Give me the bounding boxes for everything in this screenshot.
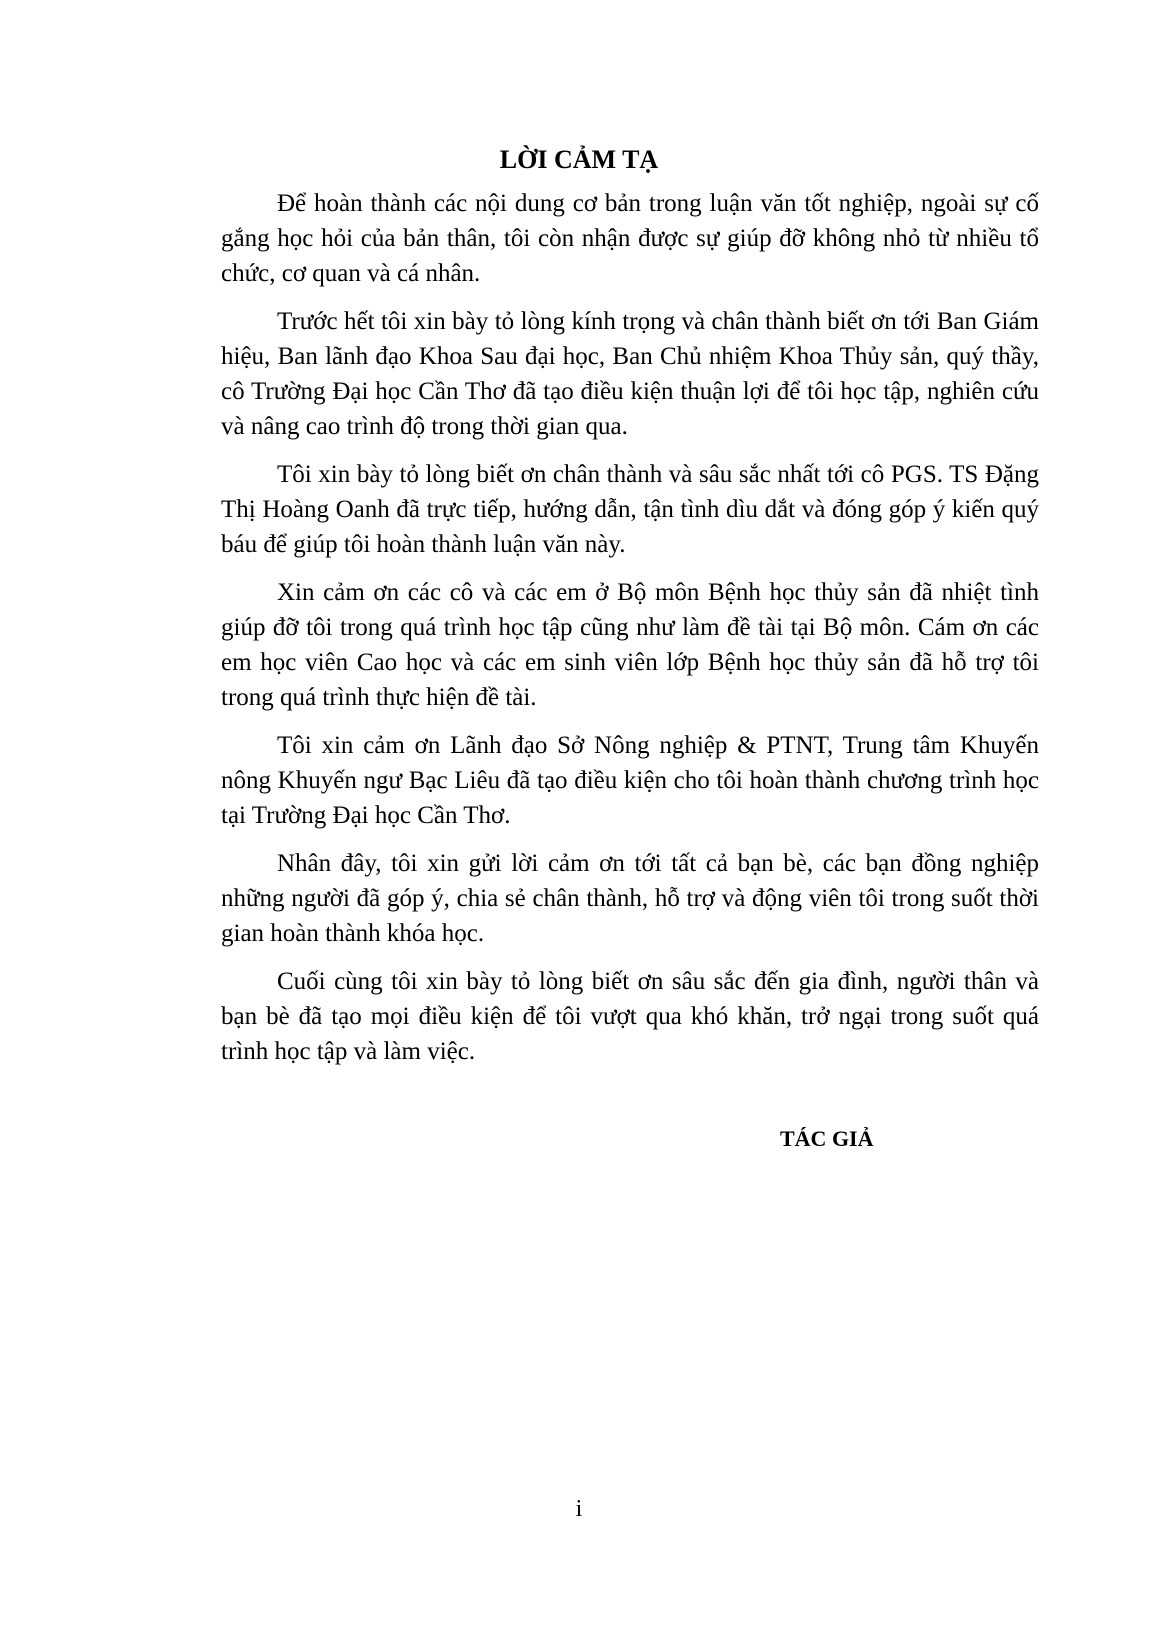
acknowledgement-body: [221, 186, 1039, 1082]
paragraph: Cuối cùng tôi xin bày tỏ lòng biết ơn sâu sắc đến gia đình, người thân và bạn bè đã tạo mọi điều kiện để tôi vượt qua khó khăn, trở ngại trong suốt quá trình học tập và làm việc.: [221, 968, 1039, 1065]
paragraph: Tôi xin bày tỏ lòng biết ơn chân thành và sâu sắc nhất tới cô PGS. TS Đặng Thị Hoàng Oanh đã trực tiếp, hướng dẫn, tận tình dìu dắt và đóng góp ý kiến quý báu để giúp tôi hoàn thành luận văn này.: [221, 461, 1039, 558]
paragraph: Tôi xin cảm ơn Lãnh đạo Sở Nông nghiệp & PTNT, Trung tâm Khuyến nông Khuyến ngư Bạc Liêu đã tạo điều kiện cho tôi hoàn thành chương trình học tại Trường Đại học Cần Thơ.: [221, 732, 1039, 829]
paragraph: Xin cảm ơn các cô và các em ở Bộ môn Bệnh học thủy sản đã nhiệt tình giúp đỡ tôi trong quá trình học tập cũng như làm đề tài tại Bộ môn. Cám ơn các em học viên Cao học và các em sinh viên lớp Bệnh học thủy sản đã hỗ trợ tôi trong quá trình thực hiện đề tài.: [221, 579, 1039, 711]
author-signature: TÁC GIẢ: [780, 1126, 874, 1151]
paragraph: Để hoàn thành các nội dung cơ bản trong luận văn tốt nghiệp, ngoài sự cố gắng học hỏi của bản thân, tôi còn nhận được sự giúp đỡ không nhỏ từ nhiều tổ chức, cơ quan và cá nhân.: [221, 190, 1039, 287]
paragraph: Trước hết tôi xin bày tỏ lòng kính trọng và chân thành biết ơn tới Ban Giám hiệu, Ban lãnh đạo Khoa Sau đại học, Ban Chủ nhiệm Khoa Thủy sản, quý thầy, cô Trường Đại học Cần Thơ đã tạo điều kiện thuận lợi để tôi học tập, nghiên cứu và nâng cao trình độ trong thời gian qua.: [221, 308, 1039, 440]
page-number: i: [575, 1496, 583, 1522]
page-title: LỜI CẢM TẠ: [499, 145, 659, 174]
paragraph: Nhân đây, tôi xin gửi lời cảm ơn tới tất cả bạn bè, các bạn đồng nghiệp những người đã góp ý, chia sẻ chân thành, hỗ trợ và động viên tôi trong suốt thời gian hoàn thành khóa học.: [221, 850, 1039, 947]
